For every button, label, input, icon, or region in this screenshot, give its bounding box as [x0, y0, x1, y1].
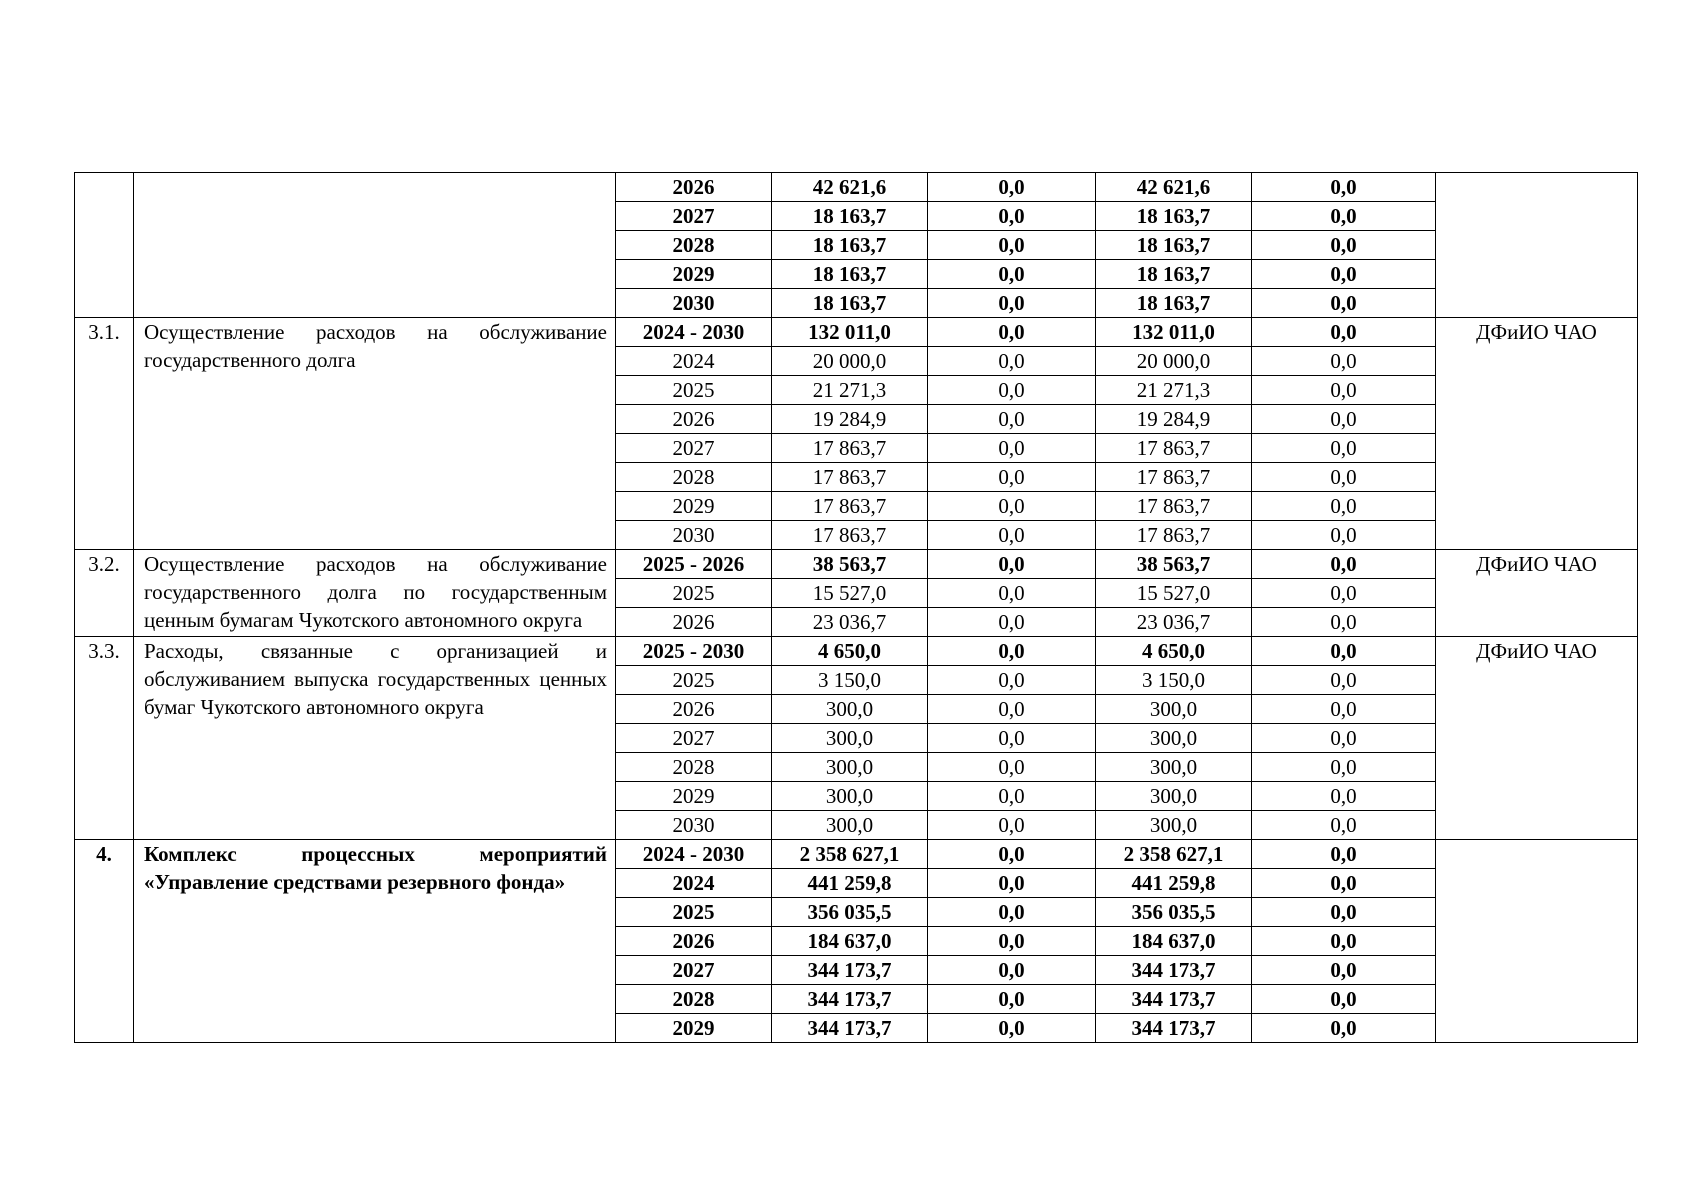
federal-budget-cell: 0,0 [928, 1014, 1096, 1043]
other-sources-cell: 0,0 [1252, 202, 1436, 231]
federal-budget-cell: 0,0 [928, 927, 1096, 956]
regional-budget-cell: 19 284,9 [1096, 405, 1252, 434]
total-cell: 18 163,7 [772, 260, 928, 289]
regional-budget-cell: 17 863,7 [1096, 492, 1252, 521]
total-cell: 300,0 [772, 695, 928, 724]
other-sources-cell: 0,0 [1252, 869, 1436, 898]
other-sources-cell: 0,0 [1252, 666, 1436, 695]
total-cell: 344 173,7 [772, 1014, 928, 1043]
total-cell: 18 163,7 [772, 231, 928, 260]
other-sources-cell: 0,0 [1252, 347, 1436, 376]
total-cell: 300,0 [772, 753, 928, 782]
activity-name-cell: Осуществление расходов на обслуживание государственного долга по государственным ценным бумагам Чукотского автономного округа [134, 550, 616, 637]
federal-budget-cell: 0,0 [928, 405, 1096, 434]
year-cell: 2028 [616, 231, 772, 260]
federal-budget-cell: 0,0 [928, 202, 1096, 231]
total-cell: 17 863,7 [772, 521, 928, 550]
other-sources-cell: 0,0 [1252, 434, 1436, 463]
year-cell: 2030 [616, 521, 772, 550]
other-sources-cell: 0,0 [1252, 260, 1436, 289]
regional-budget-cell: 3 150,0 [1096, 666, 1252, 695]
total-cell: 344 173,7 [772, 956, 928, 985]
year-cell: 2027 [616, 724, 772, 753]
total-cell: 19 284,9 [772, 405, 928, 434]
regional-budget-cell: 300,0 [1096, 724, 1252, 753]
total-cell: 21 271,3 [772, 376, 928, 405]
year-cell: 2029 [616, 782, 772, 811]
total-cell: 23 036,7 [772, 608, 928, 637]
other-sources-cell: 0,0 [1252, 637, 1436, 666]
federal-budget-cell: 0,0 [928, 521, 1096, 550]
federal-budget-cell: 0,0 [928, 260, 1096, 289]
year-cell: 2025 - 2030 [616, 637, 772, 666]
total-cell: 15 527,0 [772, 579, 928, 608]
year-cell: 2024 [616, 347, 772, 376]
year-cell: 2028 [616, 463, 772, 492]
regional-budget-cell: 300,0 [1096, 753, 1252, 782]
other-sources-cell: 0,0 [1252, 1014, 1436, 1043]
other-sources-cell: 0,0 [1252, 956, 1436, 985]
regional-budget-cell: 42 621,6 [1096, 173, 1252, 202]
other-sources-cell: 0,0 [1252, 376, 1436, 405]
federal-budget-cell: 0,0 [928, 985, 1096, 1014]
federal-budget-cell: 0,0 [928, 347, 1096, 376]
total-cell: 3 150,0 [772, 666, 928, 695]
year-cell: 2030 [616, 811, 772, 840]
federal-budget-cell: 0,0 [928, 434, 1096, 463]
total-cell: 17 863,7 [772, 463, 928, 492]
other-sources-cell: 0,0 [1252, 985, 1436, 1014]
year-cell: 2025 [616, 666, 772, 695]
row-number-cell: 3.3. [75, 637, 134, 840]
year-cell: 2030 [616, 289, 772, 318]
regional-budget-cell: 15 527,0 [1096, 579, 1252, 608]
year-cell: 2026 [616, 173, 772, 202]
year-cell: 2025 [616, 376, 772, 405]
federal-budget-cell: 0,0 [928, 724, 1096, 753]
regional-budget-cell: 300,0 [1096, 695, 1252, 724]
year-cell: 2027 [616, 956, 772, 985]
responsible-cell: ДФиИО ЧАО [1436, 637, 1638, 840]
regional-budget-cell: 184 637,0 [1096, 927, 1252, 956]
year-cell: 2029 [616, 492, 772, 521]
row-number-cell [75, 173, 134, 318]
year-cell: 2027 [616, 434, 772, 463]
regional-budget-cell: 2 358 627,1 [1096, 840, 1252, 869]
total-cell: 441 259,8 [772, 869, 928, 898]
federal-budget-cell: 0,0 [928, 753, 1096, 782]
activity-name-cell: Осуществление расходов на обслуживание государственного долга [134, 318, 616, 550]
total-cell: 17 863,7 [772, 492, 928, 521]
year-cell: 2024 - 2030 [616, 318, 772, 347]
federal-budget-cell: 0,0 [928, 318, 1096, 347]
federal-budget-cell: 0,0 [928, 869, 1096, 898]
regional-budget-cell: 23 036,7 [1096, 608, 1252, 637]
regional-budget-cell: 132 011,0 [1096, 318, 1252, 347]
year-cell: 2025 [616, 898, 772, 927]
activity-name-cell [134, 173, 616, 318]
total-cell: 300,0 [772, 782, 928, 811]
total-cell: 17 863,7 [772, 434, 928, 463]
year-cell: 2027 [616, 202, 772, 231]
total-cell: 20 000,0 [772, 347, 928, 376]
regional-budget-cell: 38 563,7 [1096, 550, 1252, 579]
other-sources-cell: 0,0 [1252, 318, 1436, 347]
regional-budget-cell: 300,0 [1096, 782, 1252, 811]
regional-budget-cell: 17 863,7 [1096, 463, 1252, 492]
total-cell: 300,0 [772, 724, 928, 753]
responsible-cell [1436, 840, 1638, 1043]
federal-budget-cell: 0,0 [928, 376, 1096, 405]
regional-budget-cell: 21 271,3 [1096, 376, 1252, 405]
responsible-cell: ДФиИО ЧАО [1436, 318, 1638, 550]
year-cell: 2029 [616, 260, 772, 289]
other-sources-cell: 0,0 [1252, 579, 1436, 608]
federal-budget-cell: 0,0 [928, 289, 1096, 318]
regional-budget-cell: 344 173,7 [1096, 985, 1252, 1014]
row-number-cell: 3.2. [75, 550, 134, 637]
table-row [75, 840, 1638, 869]
year-cell: 2028 [616, 753, 772, 782]
activity-name-cell: Комплекс процессных мероприятий «Управление средствами резервного фонда» [134, 840, 616, 1043]
federal-budget-cell: 0,0 [928, 492, 1096, 521]
federal-budget-cell: 0,0 [928, 666, 1096, 695]
other-sources-cell: 0,0 [1252, 173, 1436, 202]
regional-budget-cell: 18 163,7 [1096, 289, 1252, 318]
other-sources-cell: 0,0 [1252, 405, 1436, 434]
total-cell: 132 011,0 [772, 318, 928, 347]
regional-budget-cell: 344 173,7 [1096, 1014, 1252, 1043]
activity-name-cell: Расходы, связанные с организацией и обслуживанием выпуска государственных ценных бумаг Чукотского автономного округа [134, 637, 616, 840]
other-sources-cell: 0,0 [1252, 463, 1436, 492]
table-row [75, 318, 1638, 347]
regional-budget-cell: 18 163,7 [1096, 260, 1252, 289]
total-cell: 4 650,0 [772, 637, 928, 666]
federal-budget-cell: 0,0 [928, 579, 1096, 608]
federal-budget-cell: 0,0 [928, 840, 1096, 869]
table-body [75, 173, 1638, 1043]
year-cell: 2026 [616, 927, 772, 956]
other-sources-cell: 0,0 [1252, 550, 1436, 579]
regional-budget-cell: 4 650,0 [1096, 637, 1252, 666]
regional-budget-cell: 344 173,7 [1096, 956, 1252, 985]
federal-budget-cell: 0,0 [928, 463, 1096, 492]
federal-budget-cell: 0,0 [928, 550, 1096, 579]
regional-budget-cell: 17 863,7 [1096, 521, 1252, 550]
other-sources-cell: 0,0 [1252, 898, 1436, 927]
year-cell: 2026 [616, 608, 772, 637]
federal-budget-cell: 0,0 [928, 231, 1096, 260]
other-sources-cell: 0,0 [1252, 289, 1436, 318]
total-cell: 300,0 [772, 811, 928, 840]
other-sources-cell: 0,0 [1252, 927, 1436, 956]
regional-budget-cell: 17 863,7 [1096, 434, 1252, 463]
regional-budget-cell: 20 000,0 [1096, 347, 1252, 376]
year-cell: 2025 - 2026 [616, 550, 772, 579]
regional-budget-cell: 18 163,7 [1096, 202, 1252, 231]
total-cell: 38 563,7 [772, 550, 928, 579]
responsible-cell [1436, 173, 1638, 318]
total-cell: 344 173,7 [772, 985, 928, 1014]
regional-budget-cell: 441 259,8 [1096, 869, 1252, 898]
total-cell: 18 163,7 [772, 289, 928, 318]
other-sources-cell: 0,0 [1252, 695, 1436, 724]
other-sources-cell: 0,0 [1252, 753, 1436, 782]
year-cell: 2024 - 2030 [616, 840, 772, 869]
regional-budget-cell: 300,0 [1096, 811, 1252, 840]
total-cell: 356 035,5 [772, 898, 928, 927]
federal-budget-cell: 0,0 [928, 695, 1096, 724]
federal-budget-cell: 0,0 [928, 637, 1096, 666]
total-cell: 184 637,0 [772, 927, 928, 956]
regional-budget-cell: 18 163,7 [1096, 231, 1252, 260]
year-cell: 2029 [616, 1014, 772, 1043]
table-row [75, 637, 1638, 666]
other-sources-cell: 0,0 [1252, 840, 1436, 869]
other-sources-cell: 0,0 [1252, 231, 1436, 260]
federal-budget-cell: 0,0 [928, 811, 1096, 840]
row-number-cell: 4. [75, 840, 134, 1043]
other-sources-cell: 0,0 [1252, 521, 1436, 550]
regional-budget-cell: 356 035,5 [1096, 898, 1252, 927]
year-cell: 2024 [616, 869, 772, 898]
total-cell: 2 358 627,1 [772, 840, 928, 869]
table-row [75, 173, 1638, 202]
other-sources-cell: 0,0 [1252, 492, 1436, 521]
other-sources-cell: 0,0 [1252, 608, 1436, 637]
year-cell: 2026 [616, 405, 772, 434]
year-cell: 2025 [616, 579, 772, 608]
federal-budget-cell: 0,0 [928, 782, 1096, 811]
total-cell: 18 163,7 [772, 202, 928, 231]
other-sources-cell: 0,0 [1252, 782, 1436, 811]
other-sources-cell: 0,0 [1252, 724, 1436, 753]
row-number-cell: 3.1. [75, 318, 134, 550]
total-cell: 42 621,6 [772, 173, 928, 202]
finance-table [74, 172, 1638, 1043]
federal-budget-cell: 0,0 [928, 173, 1096, 202]
federal-budget-cell: 0,0 [928, 956, 1096, 985]
table-row [75, 550, 1638, 579]
year-cell: 2026 [616, 695, 772, 724]
federal-budget-cell: 0,0 [928, 608, 1096, 637]
other-sources-cell: 0,0 [1252, 811, 1436, 840]
year-cell: 2028 [616, 985, 772, 1014]
federal-budget-cell: 0,0 [928, 898, 1096, 927]
responsible-cell: ДФиИО ЧАО [1436, 550, 1638, 637]
